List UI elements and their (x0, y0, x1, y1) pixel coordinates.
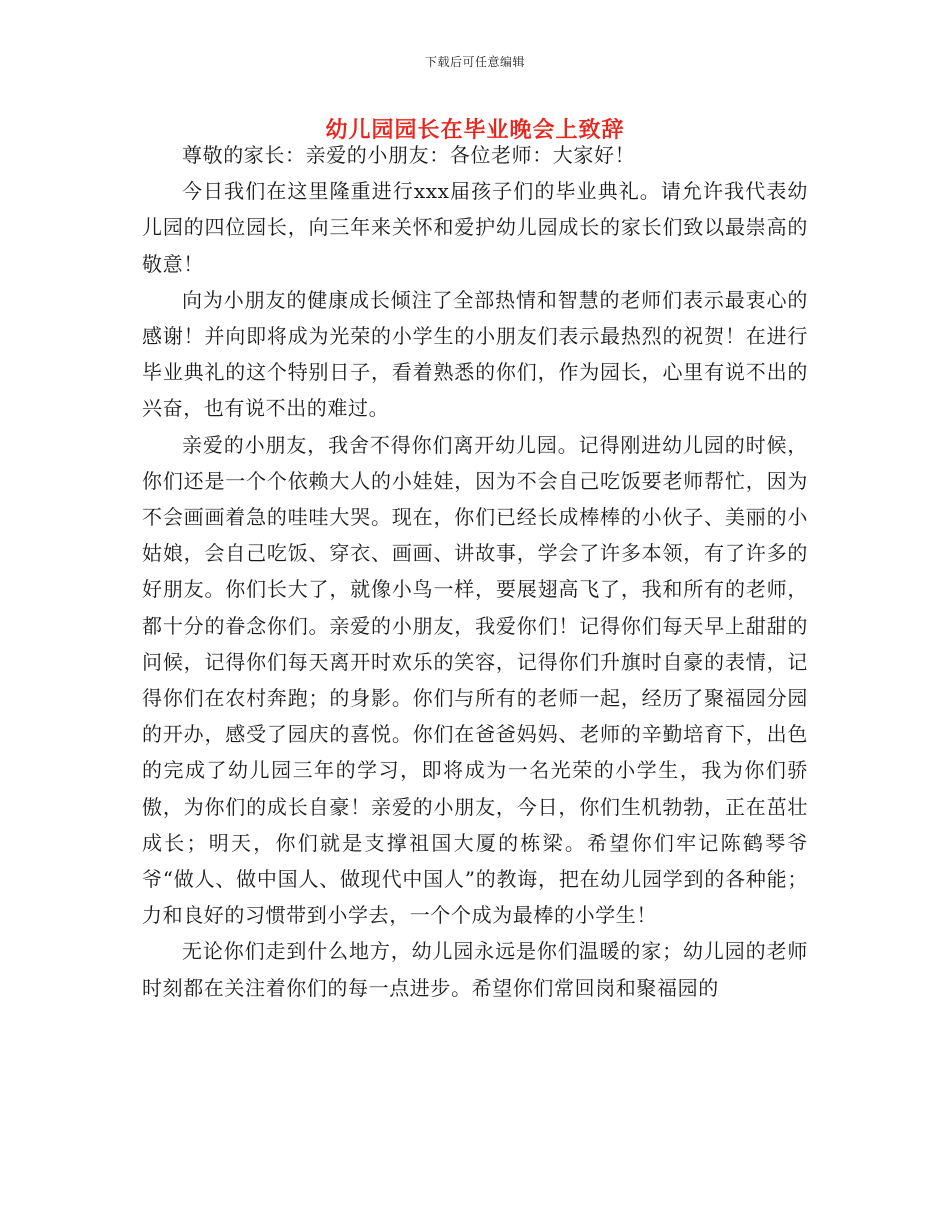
paragraph: 向为小朋友的健康成长倾注了全部热情和智慧的老师们表示最衷心的感谢！并向即将成为光荣的小学生的小朋友们表示最热烈的祝贺！在进行毕业典礼的这个特别日子，看着熟悉的你们，作为园长，心里有说不出的兴奋，也有说不出的难过。 (142, 287, 808, 421)
document-body (142, 137, 808, 1006)
paragraph: 亲爱的小朋友，我舍不得你们离开幼儿园。记得刚进幼儿园的时候，你们还是一个个依赖大人的小娃娃，因为不会自己吃饭要老师帮忙，因为不会画画着急的哇哇大哭。现在，你们已经长成棒棒的小伙子、美丽的小姑娘，会自己吃饭、穿衣、画画、讲故事，学会了许多本领，有了许多的好朋友。你们长大了，就像小鸟一样，要展翅高飞了，我和所有的老师，都十分的眷念你们。亲爱的小朋友，我爱你们！记得你们每天早上甜甜的问候，记得你们每天离开时欢乐的笑容，记得你们升旗时自豪的表情，记得你们在农村奔跑；的身影。你们与所有的老师一起，经历了聚福园分园的开办，感受了园庆的喜悦。你们在爸爸妈妈、老师的辛勤培育下，出色的完成了幼儿园三年的学习，即将成为一名光荣的小学生，我为你们骄傲，为你们的成长自豪！亲爱的小朋友，今日，你们生机勃勃，正在茁壮成长；明天，你们就是支撑祖国大厦的栋梁。希望你们牢记陈鹤琴爷爷“做人、做中国人、做现代中国人”的教诲，把在幼儿园学到的各种能；力和良好的习惯带到小学去，一个个成为最棒的小学生！ (142, 432, 808, 928)
paragraph: 无论你们走到什么地方，幼儿园永远是你们温暖的家；幼儿园的老师时刻都在关注着你们的每一点进步。希望你们常回岗和聚福园的 (142, 939, 808, 1000)
header-note: 下载后可任意编辑 (424, 55, 525, 69)
paragraph: 今日我们在这里隆重进行xxx届孩子们的毕业典礼。请允许我代表幼儿园的四位园长，向三年来关怀和爱护幼儿园成长的家长们致以最崇高的敬意！ (142, 179, 808, 276)
document-title: 幼儿园园长在毕业晚会上致辞 (325, 117, 625, 143)
paragraph-greeting: 尊敬的家长：亲爱的小朋友：各位老师：大家好！ (182, 143, 636, 167)
